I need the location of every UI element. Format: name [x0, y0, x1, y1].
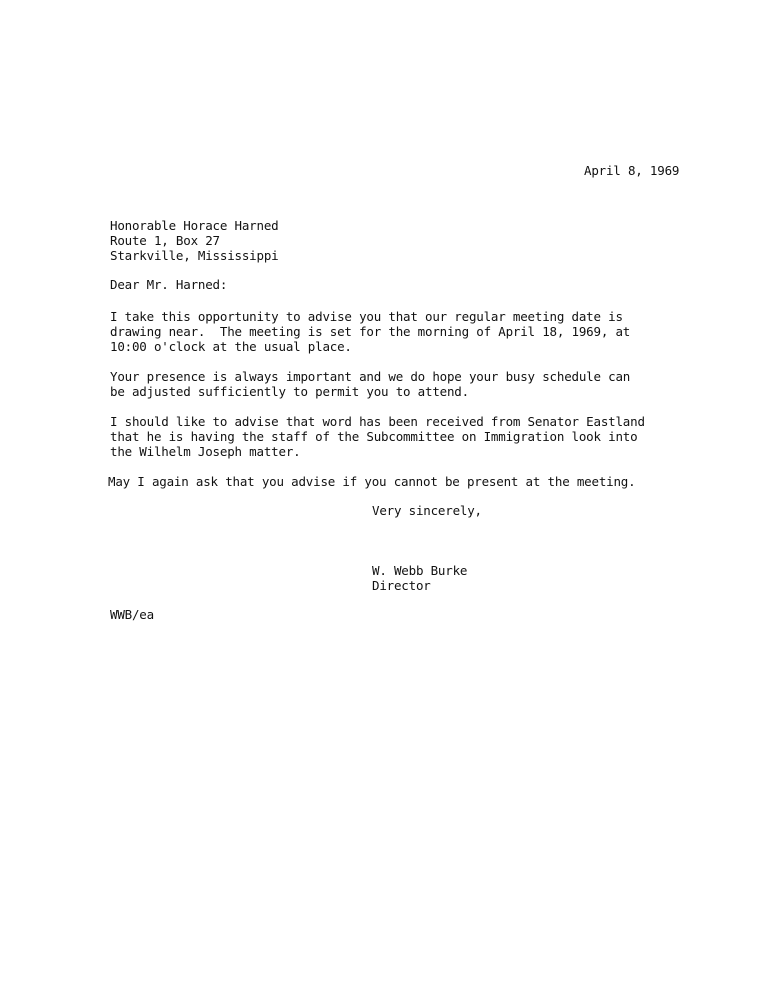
paragraph-4-line-1: May I again ask that you advise if you cannot be present at the meeting.	[108, 474, 636, 489]
reference-initials: WWB/ea	[110, 607, 154, 622]
paragraph-3-line-1: I should like to advise that word has been received from Senator Eastland	[110, 414, 645, 429]
paragraph-3-line-2: that he is having the staff of the Subcommittee on Immigration look into	[110, 429, 638, 444]
paragraph-2-line-1: Your presence is always important and we do hope your busy schedule can	[110, 369, 631, 384]
scan-edge-mark	[703, 0, 759, 5]
salutation: Dear Mr. Harned:	[110, 277, 228, 292]
letter-date: April 8, 1969	[584, 163, 680, 178]
paragraph-2-line-2: be adjusted sufficiently to permit you to attend.	[110, 384, 469, 399]
recipient-name: Honorable Horace Harned	[110, 218, 279, 233]
paragraph-1-line-2: drawing near. The meeting is set for the morning of April 18, 1969, at	[110, 324, 631, 339]
recipient-address-line1: Route 1, Box 27	[110, 233, 220, 248]
paragraph-1-line-3: 10:00 o'clock at the usual place.	[110, 339, 352, 354]
closing: Very sincerely,	[372, 503, 482, 518]
signer-name: W. Webb Burke	[372, 563, 468, 578]
paragraph-3-line-3: the Wilhelm Joseph matter.	[110, 444, 301, 459]
paragraph-1-line-1: I take this opportunity to advise you that our regular meeting date is	[110, 309, 623, 324]
signer-title: Director	[372, 578, 431, 593]
recipient-address-line2: Starkville, Mississippi	[110, 248, 279, 263]
